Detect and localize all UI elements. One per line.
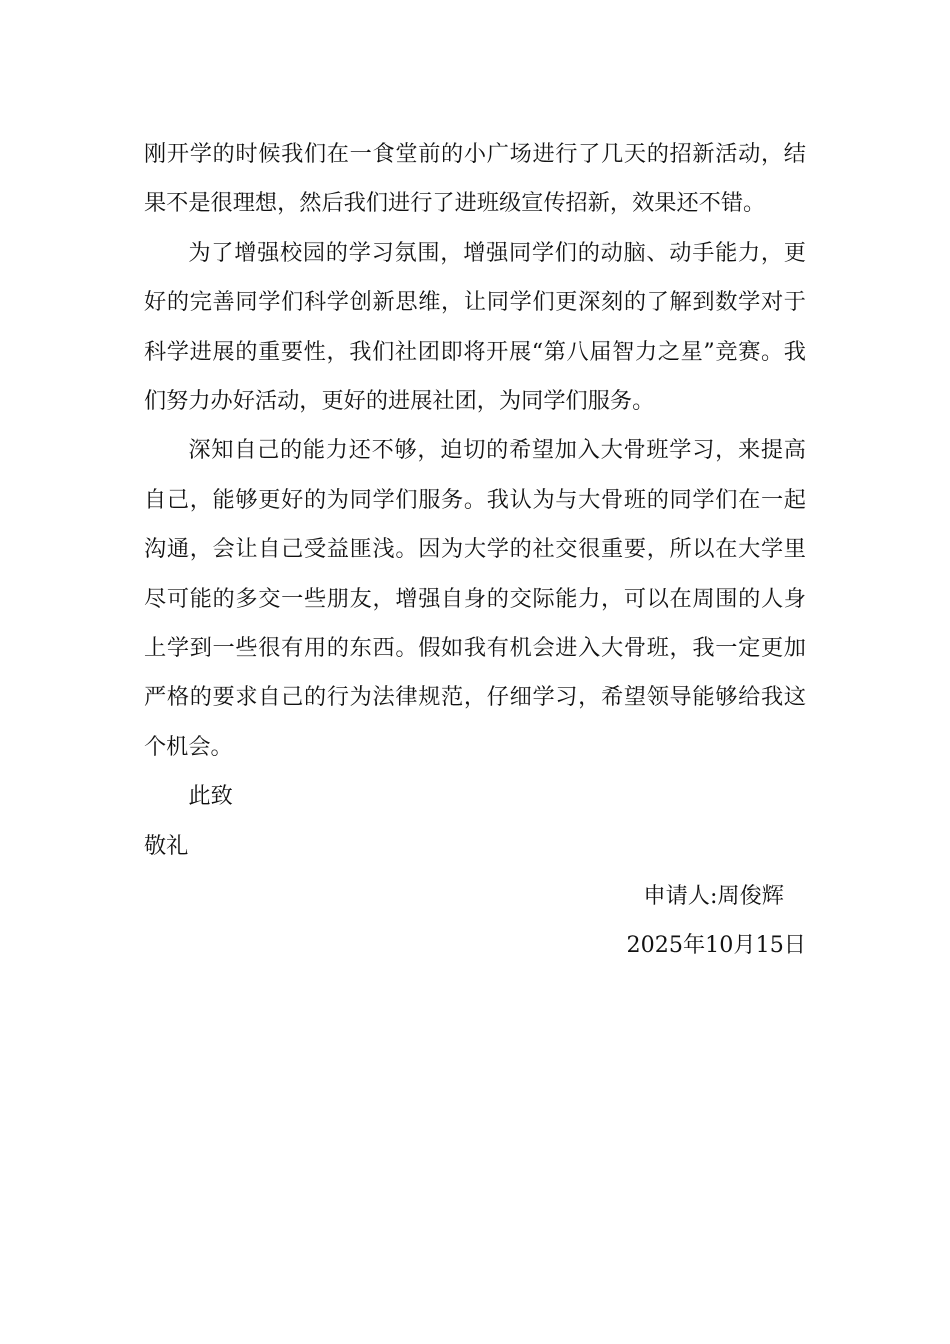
letter-date: 2025年10月15日 bbox=[626, 932, 806, 958]
paragraph-competition: 为了增强校园的学习氛围，增强同学们的动脑、动手能力，更好的完善同学们科学创新思维，让同学们更深刻的了解到数学对于科学进展的重要性，我们社团即将开展“第八届智力之星”竞赛。我们努力办好活动，更好的进展社团，为同学们服务。 bbox=[144, 239, 806, 415]
closing-regards: 敬礼 bbox=[144, 832, 189, 859]
letter-body bbox=[144, 130, 806, 871]
closing-salutation: 此致 bbox=[188, 783, 233, 810]
signature-block bbox=[560, 872, 806, 970]
paragraph-recruitment: 刚开学的时候我们在一食堂前的小广场进行了几天的招新活动，结果不是很理想，然后我们进行了进班级宣传招新，效果还不错。 bbox=[144, 141, 806, 217]
applicant-name: 申请人:周俊辉 bbox=[643, 883, 784, 909]
paragraph-application: 深知自己的能力还不够，迫切的希望加入大骨班学习，来提高自己，能够更好的为同学们服务。我认为与大骨班的同学们在一起沟通，会让自己受益匪浅。因为大学的社交很重要，所以在大学里尽可能的多交一些朋友，增强自身的交际能力，可以在周围的人身上学到一些很有用的东西。假如我有机会进入大骨班，我一定更加严格的要求自己的行为法律规范，仔细学习，希望领导能够给我这个机会。 bbox=[144, 437, 806, 760]
